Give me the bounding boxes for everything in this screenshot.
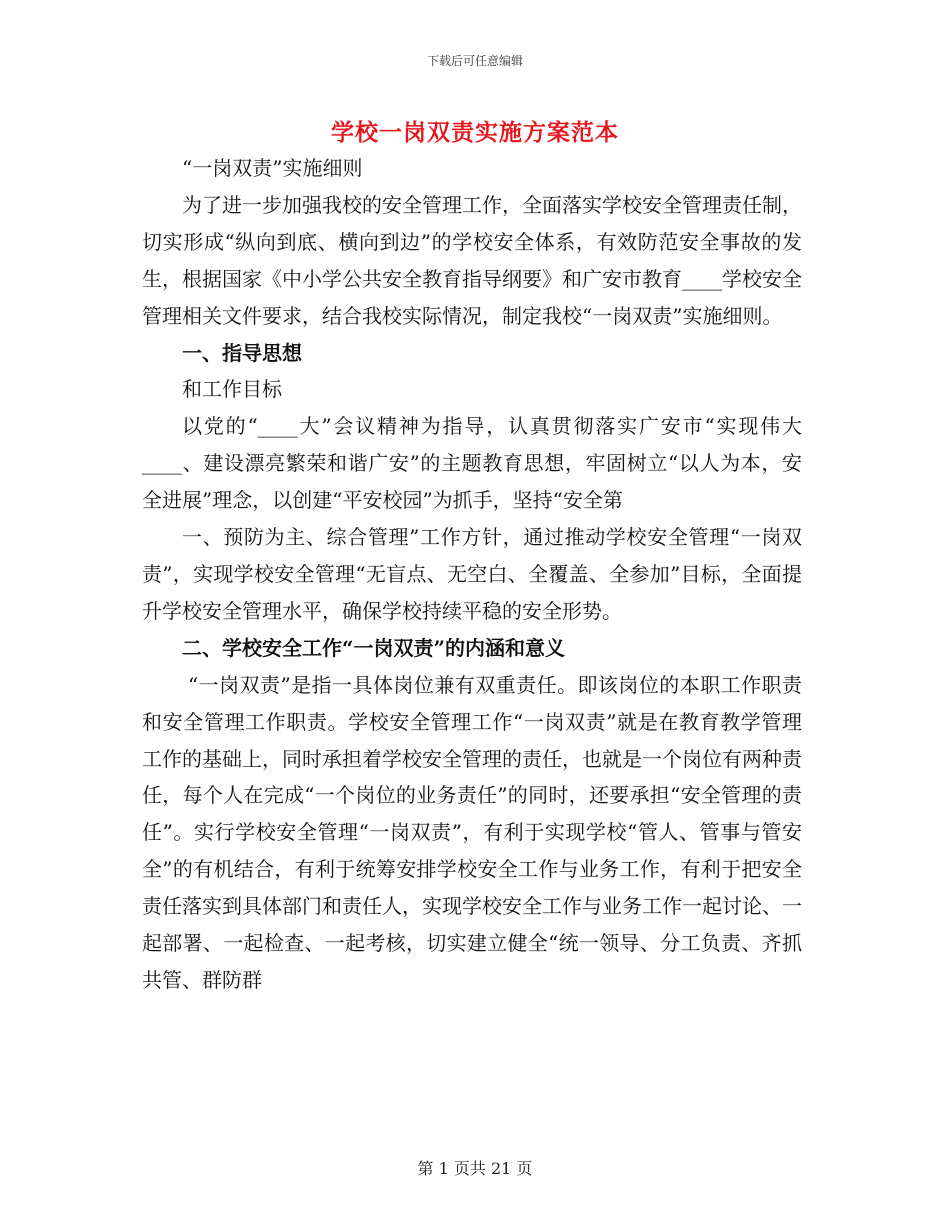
section-heading-1: 一、指导思想 <box>182 340 302 365</box>
page-header: 下载后可任意编辑 <box>426 54 523 68</box>
page-footer: 第 1 页共 21 页 <box>417 1159 533 1178</box>
guiding-paragraph: 以党的“____大”会议精神为指导，认真贯彻落实广安市“实现伟大____、建设漂亮繁荣和谐广安”的主题教育思想，牢固树立“以人为本，安全进展”理念，以创建“平安校园”为抓手，坚持“安全第 <box>142 414 802 513</box>
section-heading-1-continuation: 和工作目标 <box>182 377 282 402</box>
policy-paragraph: 一、预防为主、综合管理”工作方针，通过推动学校安全管理“一岗双责”，实现学校安全管理“无盲点、无空白、全覆盖、全参加”目标，全面提升学校安全管理水平，确保学校持续平稳的安全形势。 <box>142 525 802 623</box>
section-heading-2: 二、学校安全工作“一岗双责”的内涵和意义 <box>182 635 566 660</box>
intro-paragraph: 为了进一步加强我校的安全管理工作，全面落实学校安全管理责任制，切实形成“纵向到底、横向到边”的学校安全体系，有效防范安全事故的发生，根据国家《中小学公共安全教育指导纲要》和广安市教育____学校安全管理相关文件要求，结合我校实际情况，制定我校“一岗双责”实施细则。 <box>142 192 802 328</box>
document-title: 学校一岗双责实施方案范本 <box>331 119 619 146</box>
subtitle-paragraph: “一岗双责”实施细则 <box>182 156 363 180</box>
document-body <box>142 150 802 999</box>
meaning-paragraph: “一岗双责”是指一具体岗位兼有双重责任。即该岗位的本职工作职责和安全管理工作职责。学校安全管理工作“一岗双责”就是在教育教学管理工作的基础上，同时承担着学校安全管理的责任，也就是一个岗位有两种责任，每个人在完成“一个岗位的业务责任”的同时，还要承担“安全管理的责任”。实行学校安全管理“一岗双责”，有利于实现学校“管人、管事与管安全”的有机结合，有利于统筹安排学校安全工作与业务工作，有利于把安全责任落实到具体部门和责任人，实现学校安全工作与业务工作一起讨论、一起部署、一起检查、一起考核，切实建立健全“统一领导、分工负责、齐抓共管、群防群 <box>142 672 802 992</box>
